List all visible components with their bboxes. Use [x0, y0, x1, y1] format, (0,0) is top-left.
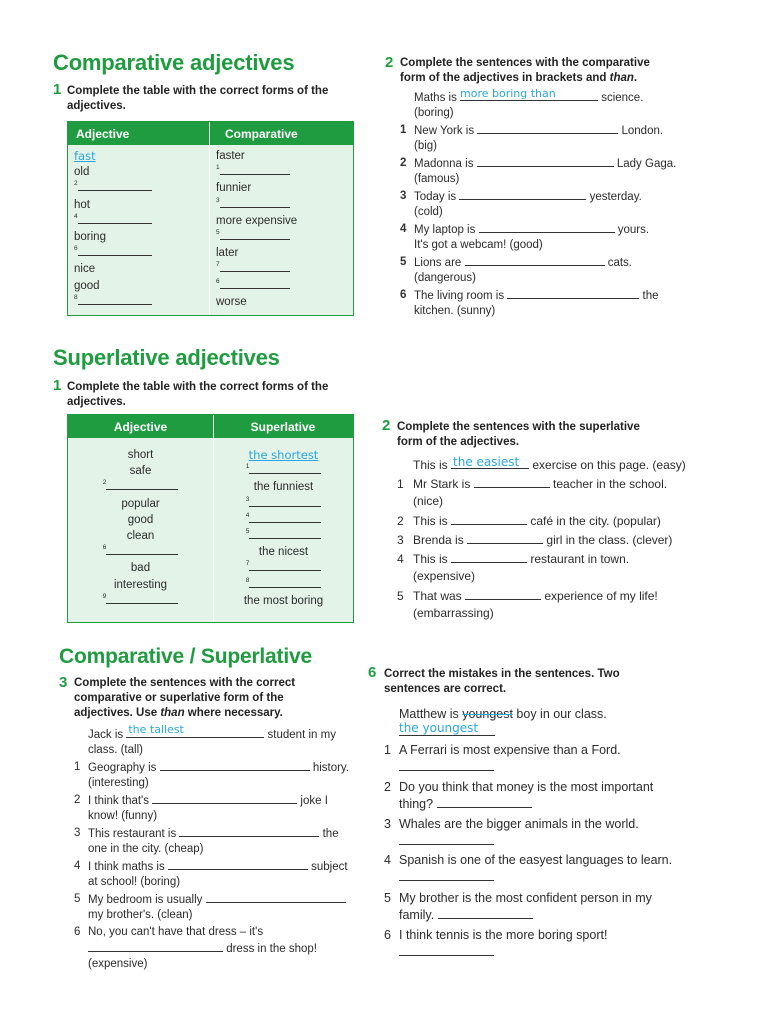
- answer-blank[interactable]: [399, 869, 494, 881]
- cell-text: good: [127, 513, 154, 526]
- blank-line[interactable]: [78, 213, 152, 224]
- table-cell: [74, 229, 204, 245]
- cell-text: popular: [121, 497, 160, 510]
- exercise-instruction: Complete the sentences with the comparative form of the adjectives in brackets and than.: [400, 57, 650, 84]
- sentence-hint: (expensive): [413, 569, 476, 583]
- item-number: 1: [74, 761, 81, 773]
- table-cell: [216, 245, 346, 261]
- sentence-post: the: [642, 290, 659, 302]
- example-sentence: [414, 89, 643, 106]
- item-number: 6: [216, 277, 220, 285]
- cell-text: boring: [74, 230, 106, 243]
- item-number: 1: [216, 164, 220, 172]
- handwritten-answer: fast: [74, 149, 96, 163]
- answer-blank[interactable]: [477, 122, 618, 134]
- sentence-hint: (cold): [414, 206, 443, 218]
- blank-line[interactable]: [220, 229, 290, 240]
- sentence-line: [414, 287, 659, 304]
- sentence-post: Lady Gaga.: [616, 158, 677, 170]
- answer-blank-cell[interactable]: [68, 479, 213, 495]
- header-superlative: Superlative: [250, 419, 316, 434]
- table-cell: [74, 164, 204, 180]
- instruction-line: form of the adjectives in brackets and: [400, 72, 607, 84]
- sentence-line: [413, 532, 672, 548]
- item-number: 7: [216, 261, 220, 269]
- instruction-line: where necessary.: [187, 707, 283, 719]
- item-number: 6: [102, 544, 107, 552]
- exercise-instruction: [74, 676, 364, 721]
- answer-blank-cell[interactable]: [216, 197, 346, 213]
- answer-blank[interactable]: [465, 588, 541, 600]
- blank-line[interactable]: [220, 197, 290, 208]
- table-cell: [214, 447, 353, 463]
- item-number: 5: [400, 256, 407, 268]
- example-sentence: [399, 706, 607, 722]
- sentence-line: [414, 122, 663, 139]
- section-title-superlative: Superlative adjectives: [53, 345, 280, 370]
- blank-line[interactable]: [78, 245, 152, 256]
- exercise-number: 6: [368, 664, 377, 681]
- sentence-post: yesterday.: [589, 191, 642, 203]
- sentence-post: London.: [621, 125, 664, 137]
- item-number: 5: [384, 891, 391, 905]
- cell-text: clean: [126, 529, 155, 542]
- exercise-instruction: Complete the table with the correct forms of the adjectives.: [67, 85, 329, 112]
- instruction-line: Correct the mistakes in the sentences. Two: [384, 668, 620, 680]
- example-post: student in my: [267, 729, 336, 741]
- sentence-pre: Brenda is: [413, 533, 464, 547]
- item-number: 4: [74, 212, 78, 220]
- sentence-pre: Madonna is: [414, 158, 474, 170]
- item-number: 2: [384, 780, 391, 794]
- answer-blank-cell[interactable]: [214, 577, 353, 593]
- instruction-than: than: [160, 707, 185, 719]
- answer-blank[interactable]: [507, 287, 639, 299]
- item-number: 3: [397, 533, 404, 547]
- blank-line[interactable]: [78, 180, 152, 191]
- sentence-pre: Mr Stark is: [413, 477, 471, 491]
- answer-blank-cell[interactable]: [68, 593, 213, 609]
- sentence-post: experience of my life!: [544, 589, 658, 603]
- item-number: 3: [216, 196, 220, 204]
- answer-blank[interactable]: [459, 188, 586, 200]
- sentence-line: [399, 759, 494, 775]
- cell-text: worse: [216, 295, 247, 308]
- answer-blank-cell[interactable]: [216, 278, 346, 294]
- sentence-hint: at school! (boring): [88, 876, 181, 888]
- blank-line[interactable]: [249, 496, 321, 507]
- sentence-line: [414, 221, 649, 238]
- item-number: 8: [74, 293, 78, 301]
- item-number: 5: [74, 893, 81, 905]
- answer-blank-cell[interactable]: [74, 245, 204, 261]
- answer-blank-cell[interactable]: [216, 164, 346, 180]
- answer-blank[interactable]: [437, 796, 532, 808]
- answer-blank[interactable]: [399, 721, 495, 736]
- comparative-column: [216, 148, 346, 310]
- item-number: 4: [397, 552, 404, 566]
- answer-blank-cell[interactable]: [214, 512, 353, 528]
- item-number: 1: [397, 477, 404, 491]
- section-title-comparative: Comparative adjectives: [53, 50, 295, 75]
- sentence-line: Whales are the bigger animals in the world.: [399, 817, 639, 831]
- header-adjective: Adjective: [113, 419, 168, 434]
- answer-blank-cell[interactable]: [74, 213, 204, 229]
- adjective-column: [74, 148, 204, 310]
- item-number: 5: [397, 589, 404, 603]
- sentence-post: joke I: [300, 795, 328, 807]
- sentence-hint: one in the city. (cheap): [88, 843, 204, 855]
- section-title-compsup: Comparative / Superlative: [59, 645, 312, 668]
- example-pre: Matthew is: [399, 707, 463, 721]
- sentence-post: the: [322, 828, 339, 840]
- sentence-line: [414, 254, 632, 271]
- example-post: exercise on this page. (easy): [529, 458, 686, 472]
- answer-blank[interactable]: [451, 457, 529, 469]
- answer-blank-cell[interactable]: [74, 294, 204, 310]
- table-cell: [68, 496, 213, 512]
- sentence-cont: family.: [399, 908, 435, 922]
- sentence-pre: The living room is: [414, 290, 505, 302]
- item-number: 4: [74, 860, 81, 872]
- cell-text: the most boring: [243, 594, 324, 607]
- sentence-pre: This restaurant is: [88, 828, 177, 840]
- table-cell: [74, 148, 204, 164]
- table-cell: [216, 180, 346, 196]
- answer-blank[interactable]: [88, 940, 223, 952]
- header-adjective: Adjective: [76, 126, 130, 141]
- answer-blank[interactable]: [474, 476, 550, 488]
- blank-line[interactable]: [220, 164, 290, 175]
- sentence-line: [88, 792, 328, 809]
- cell-text: the funniest: [253, 481, 314, 494]
- instruction-line: Complete the sentences with the comparative: [400, 57, 650, 69]
- exercise-number: 3: [59, 674, 68, 691]
- instruction-line: Complete the sentences with the correct: [74, 677, 296, 689]
- item-number: 6: [74, 926, 81, 938]
- example-hint: class. (tall): [88, 744, 143, 756]
- sentence-line: [399, 869, 494, 885]
- example-hint: (boring): [414, 107, 454, 119]
- cell-text: later: [216, 247, 239, 260]
- sentence-pre: No, you can't have that dress – it's: [88, 926, 264, 938]
- item-number: 3: [74, 827, 81, 839]
- cell-text: interesting: [113, 578, 168, 591]
- example-post: boy in our class.: [512, 707, 607, 721]
- item-number: 7: [245, 560, 250, 568]
- item-number: 8: [245, 576, 250, 584]
- instruction-than: than: [609, 72, 634, 84]
- item-number: 2: [400, 157, 407, 169]
- sentence-line: I think tennis is the more boring sport!: [399, 928, 608, 942]
- answer-blank-cell[interactable]: [214, 496, 353, 512]
- blank-line[interactable]: [106, 593, 178, 604]
- item-number: 2: [74, 180, 78, 188]
- exercise-instruction: Complete the table with the correct forms of the adjectives.: [67, 381, 329, 408]
- sentence-line: Do you think that money is the most important: [399, 780, 654, 794]
- example-answer: the youngest: [399, 721, 479, 735]
- superlative-table: [67, 414, 354, 623]
- sentence-post: dress in the shop!: [226, 943, 317, 955]
- sentence-post: history.: [312, 762, 350, 774]
- item-number: 9: [102, 592, 107, 600]
- blank-line[interactable]: [249, 528, 321, 539]
- sentence-line: A Ferrari is most expensive than a Ford.: [399, 743, 621, 757]
- sentence-post: teacher in the school.: [553, 477, 668, 491]
- table-cell: [74, 261, 204, 277]
- sentence-post: subject: [311, 861, 348, 873]
- table-cell: [216, 148, 346, 164]
- item-number: 6: [400, 289, 407, 301]
- sentence-hint: (nice): [413, 494, 444, 508]
- cell-text: funnier: [216, 182, 252, 195]
- blank-line[interactable]: [106, 479, 178, 490]
- table-cell: [68, 447, 213, 463]
- cell-text: more expensive: [216, 214, 298, 227]
- sentence-line: [88, 891, 346, 908]
- sentence-line: [413, 551, 629, 567]
- sentence-post: yours.: [617, 224, 650, 236]
- sentence-line: My brother is the most confident person in my: [399, 891, 652, 905]
- exercise-instruction: [397, 420, 717, 450]
- sentence-hint: kitchen. (sunny): [414, 305, 496, 317]
- sentence-line: [399, 796, 532, 812]
- blank-line[interactable]: [249, 560, 321, 571]
- exercise-number: 2: [385, 54, 394, 71]
- sentence-post: cats.: [607, 257, 633, 269]
- sentence-line: [413, 588, 658, 604]
- item-number: 5: [245, 527, 250, 535]
- cell-text: bad: [130, 562, 151, 575]
- exercise-number: 1: [53, 377, 62, 394]
- sentence-line: [399, 833, 494, 849]
- table-header: [68, 415, 353, 438]
- example-pre: Jack is: [88, 729, 127, 741]
- answer-blank[interactable]: [179, 825, 319, 837]
- answer-blank[interactable]: [467, 532, 543, 544]
- answer-blank[interactable]: [465, 254, 605, 266]
- item-number: 2: [397, 514, 404, 528]
- sentence-hint: (embarrassing): [413, 606, 494, 620]
- exercise-number: 2: [382, 417, 391, 434]
- item-number: 4: [400, 223, 407, 235]
- table-header: [68, 122, 353, 145]
- table-cell: [214, 479, 353, 495]
- table-cell: [68, 463, 213, 479]
- table-cell: [216, 213, 346, 229]
- instruction-line: adjectives. Use: [74, 707, 158, 719]
- table-cell: [216, 294, 346, 310]
- blank-line[interactable]: [220, 278, 290, 289]
- answer-blank[interactable]: [126, 723, 264, 738]
- column-divider: [209, 122, 210, 315]
- item-number: 1: [384, 743, 391, 757]
- sentence-line: [414, 188, 642, 205]
- cell-text: safe: [129, 465, 152, 478]
- sentence-pre: New York is: [414, 125, 475, 137]
- sentence-post: restaurant in town.: [530, 552, 630, 566]
- sentence-cont: thing?: [399, 797, 434, 811]
- cell-text: faster: [216, 150, 245, 162]
- sentence-hint: It's got a webcam! (good): [414, 239, 543, 251]
- instruction-line: sentences are correct.: [384, 683, 507, 695]
- table-cell: [68, 577, 213, 593]
- adjective-column: [68, 447, 213, 609]
- sentence-pre: I think that's: [88, 795, 150, 807]
- sentence-pre: That was: [413, 589, 462, 603]
- sentence-pre: This is: [413, 514, 448, 528]
- answer-blank[interactable]: [460, 89, 598, 101]
- answer-blank-cell[interactable]: [214, 463, 353, 479]
- sentence-line: [88, 858, 348, 875]
- sentence-line: [88, 924, 263, 940]
- item-number: 4: [245, 511, 250, 519]
- answer-blank[interactable]: [477, 155, 614, 167]
- sentence-pre: Geography is: [88, 762, 157, 774]
- blank-line[interactable]: [249, 512, 321, 523]
- cell-text: good: [74, 279, 100, 292]
- item-number: 2: [74, 794, 81, 806]
- answer-blank[interactable]: [399, 759, 494, 771]
- sentence-pre: My bedroom is usually: [88, 894, 203, 906]
- instruction-line: comparative or superlative form of the: [74, 692, 284, 704]
- example-pre: This is: [413, 458, 452, 472]
- sentence-post: café in the city. (popular): [530, 514, 661, 528]
- sentence-pre: Lions are: [414, 257, 462, 269]
- item-number: 6: [384, 928, 391, 942]
- sentence-hint: know! (funny): [88, 810, 158, 822]
- sentence-line: Spanish is one of the easyest languages to learn.: [399, 853, 673, 867]
- answer-blank[interactable]: [399, 833, 494, 845]
- sentence-hint: (famous): [414, 173, 460, 185]
- table-cell: [68, 560, 213, 576]
- answer-blank[interactable]: [479, 221, 615, 233]
- item-number: 3: [384, 817, 391, 831]
- answer-blank[interactable]: [399, 944, 494, 956]
- answer-blank[interactable]: [451, 513, 527, 525]
- sentence-line: [88, 825, 339, 842]
- table-cell: [214, 544, 353, 560]
- cell-text: short: [127, 449, 154, 461]
- instruction-line: form of the adjectives.: [397, 436, 520, 448]
- answer-blank[interactable]: [206, 891, 346, 903]
- item-number: 2: [102, 479, 107, 487]
- sentence-line: [413, 476, 667, 492]
- sentence-hint: (dangerous): [414, 272, 477, 284]
- table-cell: [74, 197, 204, 213]
- sentence-line: [414, 155, 676, 172]
- table-cell: [214, 593, 353, 609]
- sentence-hint: (big): [414, 140, 438, 152]
- example-sentence: [413, 457, 686, 473]
- sentence-pre: Today is: [414, 191, 457, 203]
- blank-line[interactable]: [249, 577, 321, 588]
- cell-text: the nicest: [258, 546, 309, 559]
- sentence-line: [413, 513, 661, 529]
- item-number: 1: [400, 124, 407, 136]
- sentence-pre: My laptop is: [414, 224, 476, 236]
- table-cell: [68, 528, 213, 544]
- sentence-pre: I think maths is: [88, 861, 165, 873]
- example-answer: the easiest: [453, 455, 520, 469]
- cell-text: hot: [74, 198, 90, 211]
- answer-blank-cell[interactable]: [68, 544, 213, 560]
- example-post: science.: [598, 92, 644, 104]
- sentence-line: [88, 759, 349, 776]
- comparative-table: [67, 121, 354, 316]
- table-cell: [68, 512, 213, 528]
- item-number: 6: [74, 245, 78, 253]
- answer-blank[interactable]: [438, 907, 533, 919]
- answer-blank-cell[interactable]: [214, 528, 353, 544]
- item-number: 4: [384, 853, 391, 867]
- cell-text: old: [74, 166, 90, 179]
- example-wrong-word: youngest: [462, 707, 513, 721]
- table-cell: [74, 278, 204, 294]
- exercise-instruction: [384, 667, 714, 697]
- answer-blank[interactable]: [168, 858, 308, 870]
- blank-line[interactable]: [249, 463, 321, 474]
- example-pre: Maths is: [414, 92, 461, 104]
- answer-blank[interactable]: [152, 792, 297, 804]
- answer-blank-cell[interactable]: [216, 229, 346, 245]
- sentence-hint: (interesting): [88, 777, 149, 789]
- cell-text: nice: [74, 263, 96, 276]
- handwritten-answer: the shortest: [248, 448, 319, 462]
- answer-blank-cell[interactable]: [74, 180, 204, 196]
- blank-line[interactable]: [220, 261, 290, 272]
- sentence-pre: This is: [413, 552, 448, 566]
- example-sentence: [88, 723, 336, 743]
- answer-blank[interactable]: [160, 759, 310, 771]
- sentence-hint: (expensive): [88, 958, 148, 970]
- sentence-post: girl in the class. (clever): [546, 533, 673, 547]
- exercise-number: 1: [53, 81, 62, 98]
- sentence-line: [399, 907, 533, 923]
- blank-line[interactable]: [78, 294, 152, 305]
- item-number: 3: [400, 190, 407, 202]
- item-number: 5: [216, 228, 220, 236]
- example-answer: more boring than: [460, 87, 556, 100]
- item-number: 3: [245, 495, 250, 503]
- item-number: 1: [245, 463, 250, 471]
- answer-blank-cell[interactable]: [216, 261, 346, 277]
- answer-blank-cell[interactable]: [214, 560, 353, 576]
- sentence-line: [399, 944, 494, 960]
- sentence-hint: my brother's. (clean): [88, 909, 193, 921]
- blank-line[interactable]: [106, 544, 178, 555]
- instruction-line: Complete the sentences with the superlative: [397, 421, 640, 433]
- superlative-column: [214, 447, 353, 609]
- example-answer: the tallest: [128, 723, 184, 736]
- header-comparative: Comparative: [225, 126, 298, 141]
- answer-blank[interactable]: [451, 551, 527, 563]
- sentence-line: [88, 940, 317, 957]
